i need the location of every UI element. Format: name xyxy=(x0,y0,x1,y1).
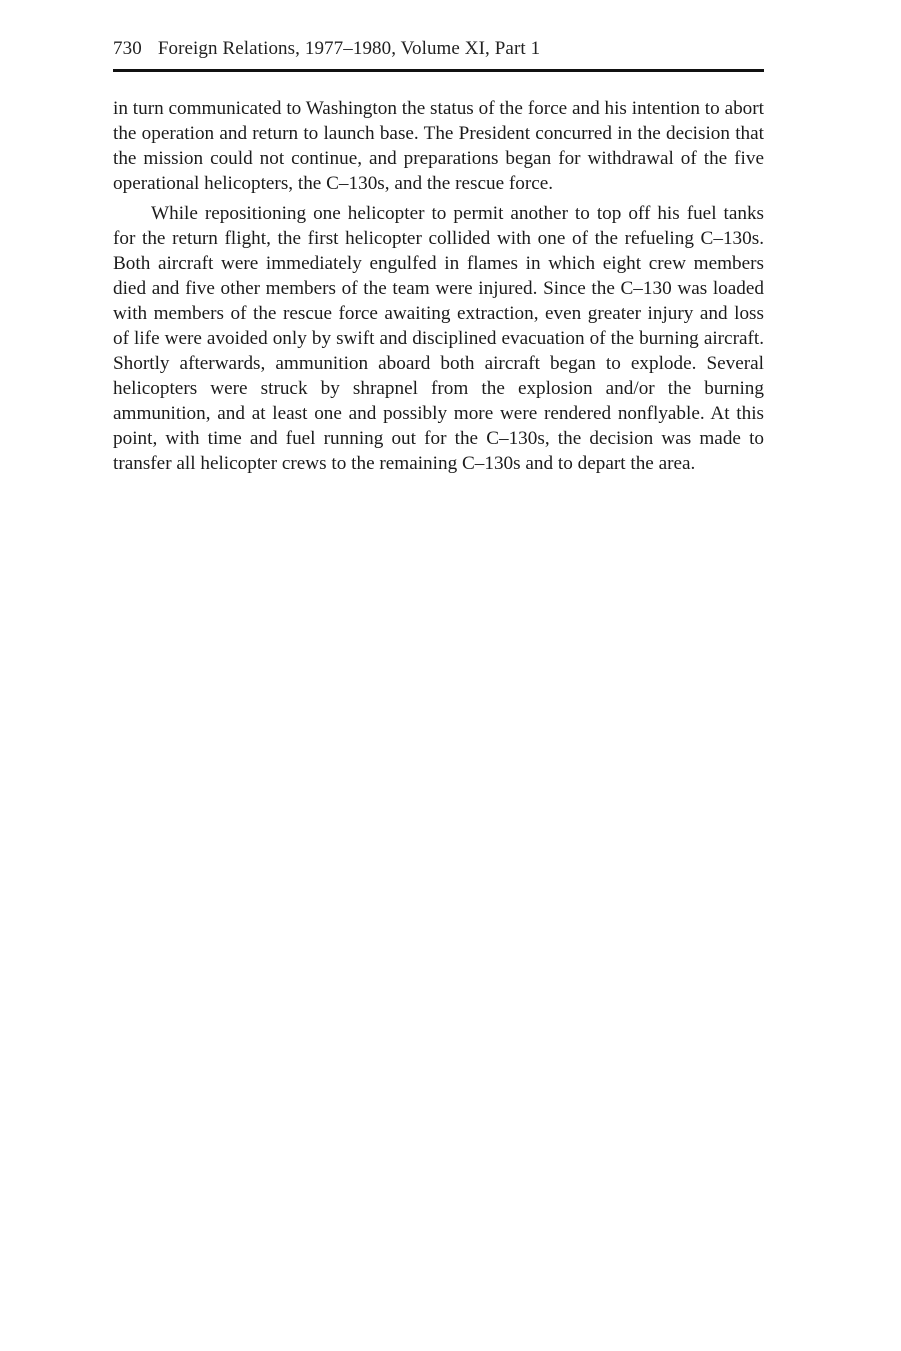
header-rule xyxy=(113,69,764,72)
document-page xyxy=(113,34,764,476)
running-head-title: Foreign Relations, 1977–1980, Volume XI, Part 1 xyxy=(157,38,541,59)
running-head xyxy=(113,34,764,64)
page-number: 730 xyxy=(113,38,142,59)
body-text xyxy=(113,96,764,476)
paragraph-continuation: in turn communicated to Washington the status of the force and his intention to abort the operation and return to launch base. The President concurred in the decision that the mission could not continue, and preparations began for withdrawal of the five operational helicopters, the C–130s, and the rescue force. xyxy=(113,98,764,194)
paragraph-helicopter-collision: While repositioning one helicopter to permit another to top off his fuel tanks for the return flight, the first helicopter collided with one of the refueling C–130s. Both aircraft were immediately engulfed in flames in which eight crew members died and five other members of the team were injured. Since the C–130 was loaded with members of the rescue force awaiting extraction, even greater injury and loss of life were avoided only by swift and disciplined evacuation of the burning aircraft. Shortly afterwards, ammunition aboard both aircraft began to explode. Several helicopters were struck by shrapnel from the explosion and/or the burning ammunition, and at least one and possibly more were rendered nonflyable. At this point, with time and fuel running out for the C–130s, the decision was made to transfer all helicopter crews to the remaining C–130s and to depart the area. xyxy=(113,203,764,474)
